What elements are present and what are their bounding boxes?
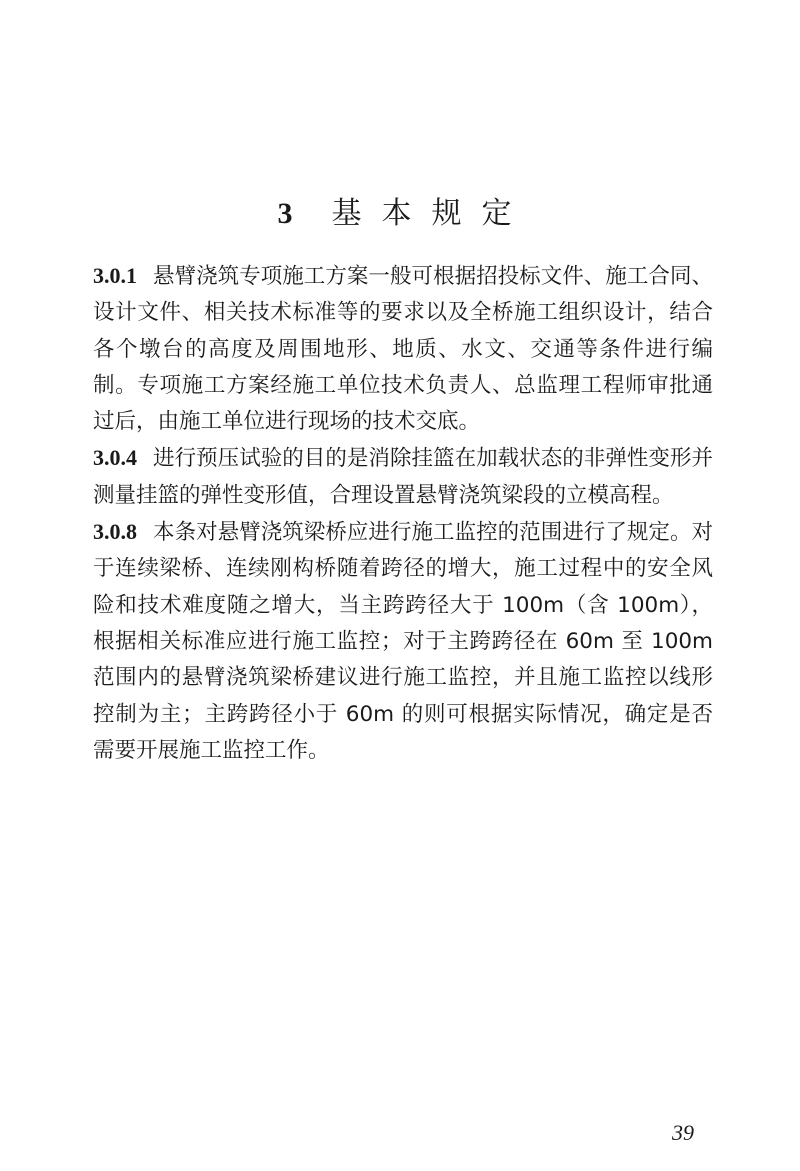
document-body (93, 258, 713, 769)
clause-number: 3.0.4 (93, 445, 137, 471)
chapter-heading (0, 188, 800, 232)
page-number: 39 (672, 1120, 694, 1145)
clause-number: 3.0.1 (93, 263, 137, 288)
chapter-number: 3 (277, 197, 295, 231)
clause-text: 本条对悬臂浇筑梁桥应进行施工监控的范围进行了规定。对于连续梁桥、连续刚构桥随着跨径的增大，施工过程中的安全风险和技术难度随之增大，当主跨跨径大于 100m（含 100m），根据相关标准应进行施工监控；对于主跨跨径在 60m 至 100m 范围内的悬臂浇筑梁桥建议进行施工监控，并且施工监控以线形控制为主；主跨跨径小于 60m 的则可根据实际情况，确定是否需要开展施工监控工作。 (93, 520, 713, 763)
clause-text: 悬臂浇筑专项施工方案一般可根据招投标文件、施工合同、设计文件、相关技术标准等的要求以及全桥施工组织设计，结合各个墩台的高度及周围地形、地质、水文、交通等条件进行编制。专项施工方案经施工单位技术负责人、总监理工程师审批通过后，由施工单位进行现场的技术交底。 (93, 264, 713, 435)
chapter-title: 基 本 规 定 (331, 196, 514, 232)
clause-3-0-1 (93, 258, 713, 440)
clause-number: 3.0.8 (93, 519, 137, 545)
clause-3-0-8 (93, 514, 713, 769)
clause-text: 进行预压试验的目的是消除挂篮在加载状态的非弹性变形并测量挂篮的弹性变形值，合理设置悬臂浇筑梁段的立模高程。 (93, 446, 713, 508)
clause-3-0-4 (93, 440, 713, 514)
